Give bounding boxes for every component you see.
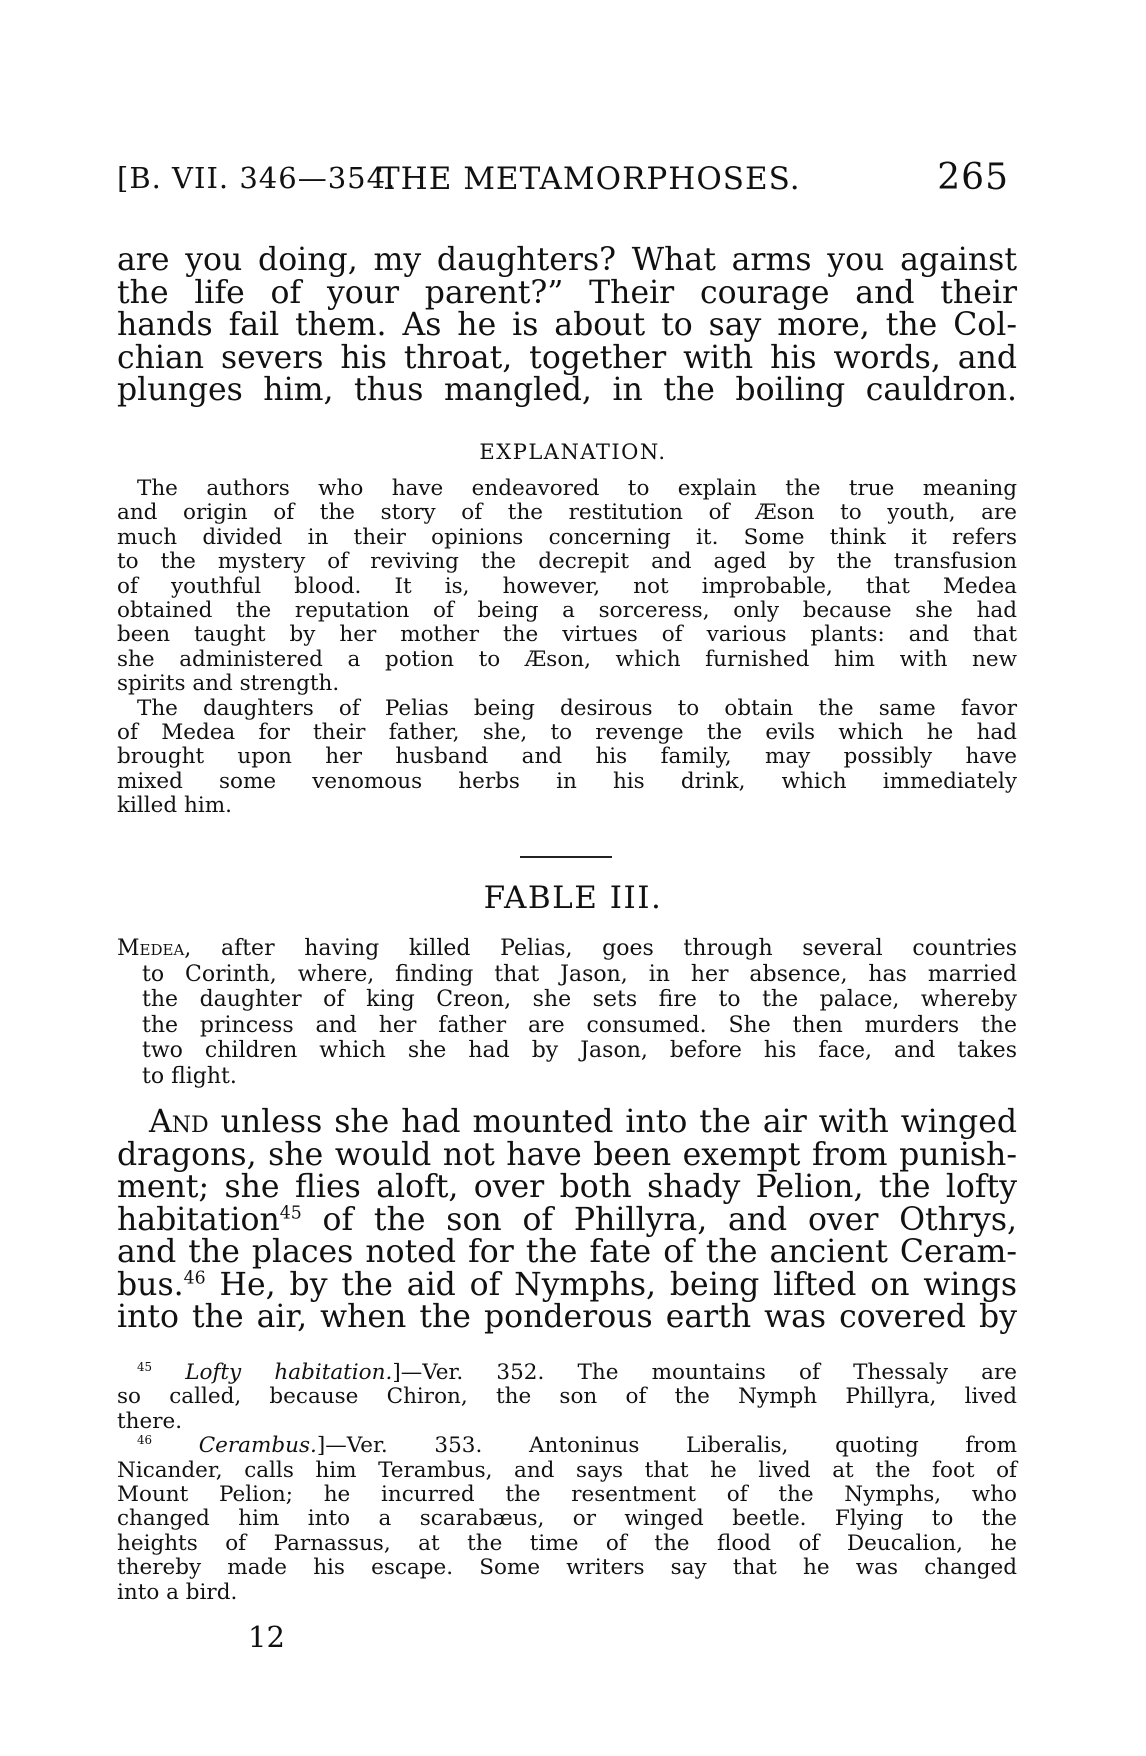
text-line: much divided in their opinions concerning it. Some think it refers bbox=[117, 524, 1017, 550]
text-line: she administered a potion to Æson, which furnished him with new bbox=[117, 646, 1017, 672]
fable-title: FABLE III. bbox=[483, 880, 663, 916]
text-line: dragons, she would not have been exempt from punish- bbox=[117, 1136, 1017, 1173]
printer-signature: 12 bbox=[248, 1620, 285, 1654]
argument-lead: Medea, bbox=[117, 936, 192, 961]
book-title: THE METAMORPHOSES. bbox=[379, 161, 801, 197]
text-line: obtained the reputation of being a sorceress, only because she had bbox=[117, 598, 1017, 624]
text-line: and origin of the story of the restitution of Æson to youth, are bbox=[117, 500, 1017, 526]
text-line: the daughter of king Creon, she sets fire to the palace, whereby bbox=[142, 987, 1017, 1013]
page-number: 265 bbox=[937, 157, 1009, 198]
fable-argument bbox=[117, 936, 1017, 1090]
fable-text bbox=[117, 1106, 1017, 1334]
text-line: ment; she flies aloft, over both shady Pelion, the lofty bbox=[117, 1169, 1017, 1205]
text-line: killed him. bbox=[117, 793, 232, 819]
note-ref-45: 45 bbox=[279, 1203, 302, 1223]
text-line: to Corinth, where, finding that Jason, in her absence, has married bbox=[142, 961, 1017, 987]
footnote-46 bbox=[117, 1434, 1017, 1458]
footnote-text: Antoninus Liberalis, quoting from bbox=[482, 1433, 1017, 1459]
footnote-number: 45 bbox=[137, 1359, 153, 1374]
text-line: brought upon her husband and his family, may possibly have bbox=[117, 744, 1017, 770]
explanation-text bbox=[117, 477, 1017, 819]
footnotes bbox=[117, 1361, 1017, 1605]
text-line: The daughters of Pelias being desirous to obtain the same favor bbox=[137, 695, 1017, 721]
text-line: plunges him, thus mangled, in the boiling cauldron. bbox=[117, 372, 1017, 408]
text-line: to flight. bbox=[142, 1063, 237, 1089]
text-line: into a bird. bbox=[117, 1579, 238, 1605]
text-segment: habitation bbox=[117, 1201, 280, 1238]
footnote-45 bbox=[117, 1361, 1017, 1385]
footnote-term: Cerambus. bbox=[198, 1433, 317, 1459]
text-segment: of the son of Phillyra, and over Othrys, bbox=[301, 1201, 1017, 1238]
text-line: thereby made his escape. Some writers say that he was changed bbox=[117, 1555, 1017, 1581]
fable-lead: And bbox=[149, 1104, 209, 1140]
chapter-reference: [B. VII. 346—354. bbox=[117, 161, 397, 195]
text-line: to the mystery of reviving the decrepit and aged by the transfusion bbox=[117, 549, 1017, 575]
text-line: been taught by her mother the virtues of various plants: and that bbox=[117, 622, 1017, 648]
text-line: the princess and her father are consumed. She then murders the bbox=[142, 1012, 1017, 1038]
footnote-text: The mountains of Thessaly are bbox=[544, 1360, 1017, 1385]
text-line bbox=[117, 1106, 1017, 1139]
text-line: mixed some venomous herbs in his drink, which immediately bbox=[117, 768, 1017, 794]
text-line: Mount Pelion; he incurred the resentment of the Nymphs, who bbox=[117, 1482, 1017, 1508]
running-head bbox=[117, 155, 1017, 205]
text-line bbox=[117, 936, 1017, 962]
explanation-heading: EXPLANATION. bbox=[479, 440, 667, 464]
text-line: into the air, when the ponderous earth was covered by bbox=[117, 1299, 1017, 1335]
text-line: the life of your parent?” Their courage and their bbox=[117, 274, 1017, 311]
text-line: hands fail them. As he is about to say more, the Col- bbox=[117, 307, 1017, 343]
text-line: two children which she had by Jason, before his face, and takes bbox=[142, 1038, 1017, 1064]
text-line: The authors who have endeavored to explain the true meaning bbox=[137, 476, 1017, 501]
text-line: of Medea for their father, she, to revenge the evils which he had bbox=[117, 720, 1017, 746]
text-line: heights of Parnassus, at the time of the flood of Deucalion, he bbox=[117, 1530, 1017, 1556]
footnote-term: Lofty habitation. bbox=[185, 1360, 393, 1385]
section-divider bbox=[520, 856, 612, 858]
text-line: spirits and strength. bbox=[117, 671, 340, 697]
text-line: are you doing, my daughters? What arms you against bbox=[117, 242, 1017, 278]
fable-first-line: unless she had mounted into the air with winged bbox=[208, 1104, 1017, 1140]
footnote-ref: ]—Ver. 352. bbox=[392, 1360, 545, 1385]
footnote-ref: ]—Ver. 353. bbox=[316, 1433, 483, 1459]
text-segment: He, by the aid of Nymphs, being lifted on wings bbox=[205, 1266, 1017, 1303]
note-ref-46: 46 bbox=[183, 1268, 206, 1288]
footnote-number: 46 bbox=[137, 1433, 153, 1448]
text-line: of youthful blood. It is, however, not improbable, that Medea bbox=[117, 573, 1017, 599]
continued-text bbox=[117, 244, 1017, 407]
text-line: so called, because Chiron, the son of the Nymph Phillyra, lived bbox=[117, 1384, 1017, 1410]
text-line: Nicander, calls him Terambus, and says that he lived at the foot of bbox=[117, 1457, 1017, 1483]
text-line: there. bbox=[117, 1408, 183, 1434]
argument-first-line: after having killed Pelias, goes through several countries bbox=[191, 936, 1017, 961]
text-segment: bus. bbox=[117, 1266, 184, 1303]
text-line: and the places noted for the fate of the ancient Ceram- bbox=[117, 1234, 1017, 1270]
text-line bbox=[117, 1201, 1017, 1238]
text-line: chian severs his throat, together with his words, and bbox=[117, 339, 1017, 376]
text-line bbox=[117, 1266, 1017, 1303]
text-line: changed him into a scarabæus, or winged beetle. Flying to the bbox=[117, 1506, 1017, 1532]
